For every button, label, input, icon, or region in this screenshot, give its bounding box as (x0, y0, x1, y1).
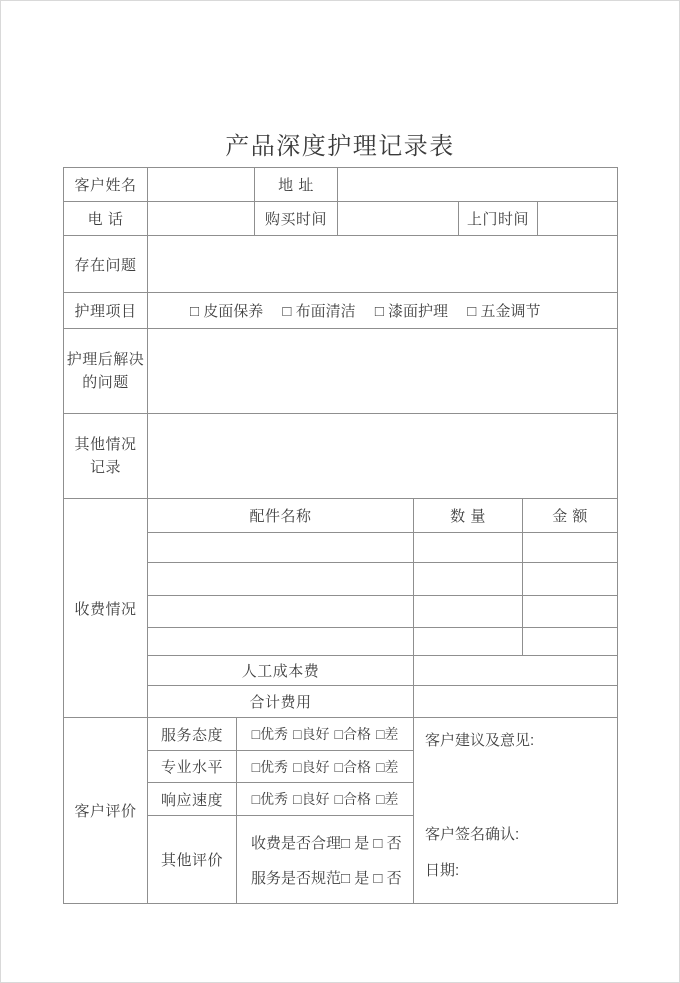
visit-time-label: 上门时间 (459, 202, 538, 236)
other-records-label: 其他情况 记录 (64, 414, 148, 499)
existing-problems-label: 存在问题 (64, 236, 148, 293)
care-items-label: 护理项目 (64, 293, 148, 329)
fees-amount-input[interactable] (523, 533, 618, 563)
rating-service-attitude-label: 服务态度 (148, 718, 237, 751)
fees-quantity-input[interactable] (414, 563, 523, 596)
record-form-table (63, 167, 618, 904)
total-cost-label: 合计费用 (148, 686, 414, 718)
fees-part-name-input[interactable] (148, 628, 414, 656)
customer-name-input[interactable] (148, 168, 255, 202)
fees-amount-header: 金 额 (523, 499, 618, 533)
fees-quantity-header: 数 量 (414, 499, 523, 533)
rating-checkbox[interactable]: □差 (375, 758, 399, 775)
fees-amount-input[interactable] (523, 628, 618, 656)
visit-time-input[interactable] (538, 202, 618, 236)
phone-input[interactable] (148, 202, 255, 236)
rating-checkbox[interactable]: □良好 (293, 758, 330, 775)
rating-checkbox[interactable]: □良好 (293, 726, 330, 742)
service-standard-question: 服务是否规范 (251, 869, 342, 887)
address-label: 地 址 (255, 168, 338, 202)
total-cost-input[interactable] (414, 686, 618, 718)
date-label[interactable]: 日期: (425, 862, 460, 879)
purchase-time-input[interactable] (338, 202, 459, 236)
rating-checkbox[interactable]: □优秀 (251, 726, 289, 742)
fees-part-name-input[interactable] (148, 563, 414, 596)
care-option-checkbox[interactable]: □ 皮面保养 (190, 303, 264, 320)
other-evaluation-label: 其他评价 (148, 816, 237, 904)
form-title: 产品深度护理记录表 (225, 133, 455, 160)
address-input[interactable] (338, 168, 618, 202)
rating-checkbox[interactable]: □合格 (334, 791, 371, 807)
fees-quantity-input[interactable] (414, 533, 523, 563)
evaluation-section-label: 客户评价 (64, 718, 148, 904)
rating-service-attitude-options (237, 718, 414, 751)
phone-label: 电 话 (64, 202, 148, 236)
fees-part-name-input[interactable] (148, 596, 414, 628)
fees-quantity-input[interactable] (414, 628, 523, 656)
existing-problems-input[interactable] (148, 236, 618, 293)
fees-quantity-input[interactable] (414, 596, 523, 628)
customer-feedback-cell (414, 718, 618, 904)
rating-response-speed-options (237, 783, 414, 816)
customer-name-label: 客户姓名 (64, 168, 148, 202)
rating-checkbox[interactable]: □合格 (334, 726, 371, 742)
customer-suggestion-label[interactable]: 客户建议及意见: (425, 732, 535, 749)
yes-no-checkbox[interactable]: □ 是 □ 否 (341, 834, 402, 852)
care-option-checkbox[interactable]: □ 布面清洁 (282, 303, 356, 320)
other-records-input[interactable] (148, 414, 618, 499)
labor-cost-label: 人工成本费 (148, 656, 414, 686)
purchase-time-label: 购买时间 (255, 202, 338, 236)
labor-cost-input[interactable] (414, 656, 618, 686)
rating-checkbox[interactable]: □良好 (293, 791, 330, 807)
fees-amount-input[interactable] (523, 563, 618, 596)
rating-professional-level-options (237, 751, 414, 783)
rating-checkbox[interactable]: □差 (375, 726, 399, 742)
fee-reasonable-question: 收费是否合理 (251, 834, 342, 852)
rating-checkbox[interactable]: □优秀 (251, 758, 289, 775)
solved-problems-label: 护理后解决 的问题 (64, 329, 148, 414)
rating-professional-level-label: 专业水平 (148, 751, 237, 783)
fees-section-label: 收费情况 (64, 499, 148, 718)
solved-problems-input[interactable] (148, 329, 618, 414)
customer-signature-label[interactable]: 客户签名确认: (425, 826, 520, 843)
fees-amount-input[interactable] (523, 596, 618, 628)
other-evaluation-options (237, 816, 414, 904)
rating-checkbox[interactable]: □差 (375, 791, 399, 807)
rating-checkbox[interactable]: □合格 (334, 758, 371, 775)
rating-response-speed-label: 响应速度 (148, 783, 237, 816)
fees-part-name-input[interactable] (148, 533, 414, 563)
care-option-checkbox[interactable]: □ 漆面护理 (374, 303, 449, 320)
yes-no-checkbox[interactable]: □ 是 □ 否 (341, 869, 402, 887)
fees-part-name-header: 配件名称 (148, 499, 414, 533)
care-option-checkbox[interactable]: □ 五金调节 (467, 303, 541, 320)
rating-checkbox[interactable]: □优秀 (251, 791, 289, 807)
care-options-cell (148, 293, 618, 329)
